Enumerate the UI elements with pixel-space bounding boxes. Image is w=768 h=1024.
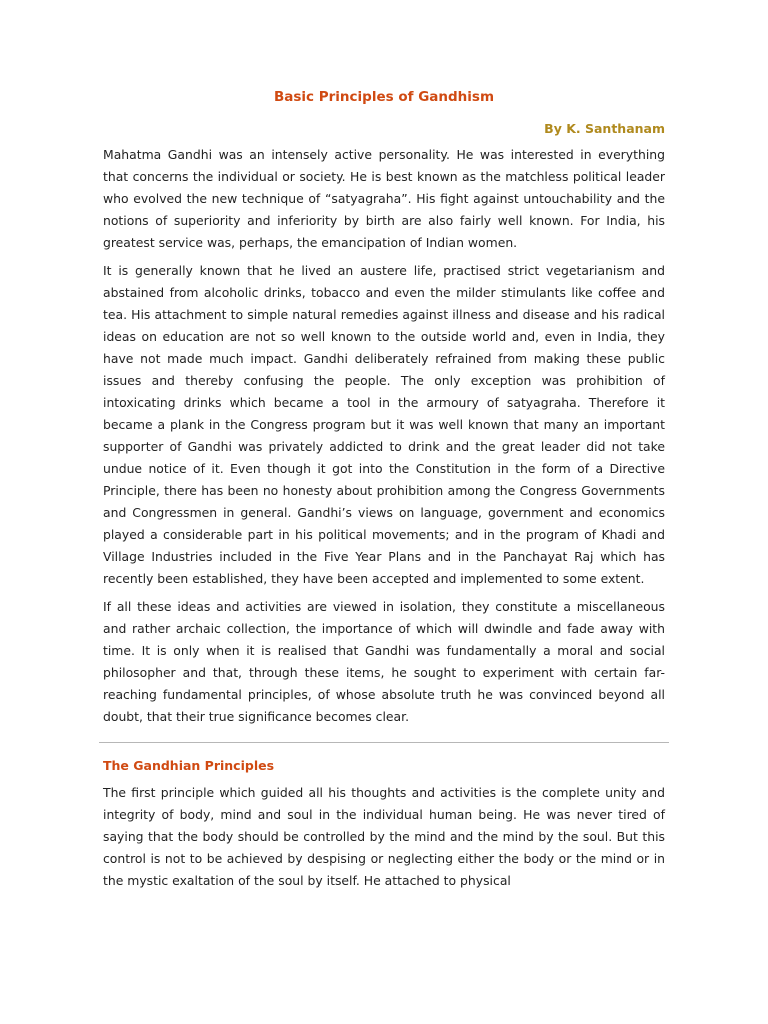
section-divider [99,742,669,743]
section-paragraph: The first principle which guided all his thoughts and activities is the complete unity and integrity of body, mind and soul in the individual human being. He was never tired of saying that the body should be controlled by the mind and the mind by the soul. But this control is not to be achieved by despising or neglecting either the body or the mind or in the mystic exaltation of the soul by itself. He attached to physical [103,785,665,888]
paragraph-2: It is generally known that he lived an austere life, practised strict vegetarianism and abstained from alcoholic drinks, tobacco and even the milder stimulants like coffee and tea. His attachment to simple natural remedies against illness and disease and his radical ideas on education are not so well known to the outside world and, even in India, they have not made much impact. Gandhi deliberately refrained from making these public issues and thereby confusing the people. The only exception was prohibition of intoxicating drinks which became a tool in the armoury of satyagraha. Therefore it became a plank in the Congress program but it was well known that many an important supporter of Gandhi was privately addicted to drink and the great leader did not take undue notice of it. Even though it got into the Constitution in the form of a Directive Principle, there has been no honesty about prohibition among the Congress Governments and Congressmen in general. Gandhi’s views on language, government and economics played a considerable part in his political movements; and in the program of Khadi and Village Industries included in the Five Year Plans and in the Panchayat Raj which has recently been established, they have been accepted and implemented to some extent. [103,263,665,586]
paragraph-3: If all these ideas and activities are viewed in isolation, they constitute a miscellaneous and rather archaic collection, the importance of which will dwindle and fade away with time. It is only when it is realised that Gandhi was fundamentally a moral and social philosopher and that, through these items, he sought to experiment with certain far-reaching fundamental principles, of whose absolute truth he was convinced beyond all doubt, that their true significance becomes clear. [103,599,665,724]
section-heading: The Gandhian Principles [103,758,275,773]
document-title: Basic Principles of Gandhism [273,89,495,105]
paragraph-1: Mahatma Gandhi was an intensely active personality. He was interested in everything that concerns the individual or society. He is best known as the matchless political leader who evolved the new technique of “satyagraha”. His fight against untouchability and the notions of superiority and inferiority by birth are also fairly well known. For India, his greatest service was, perhaps, the emancipation of Indian women. [103,147,665,250]
author-byline: By K. Santhanam [544,121,665,136]
document-page [103,88,665,898]
